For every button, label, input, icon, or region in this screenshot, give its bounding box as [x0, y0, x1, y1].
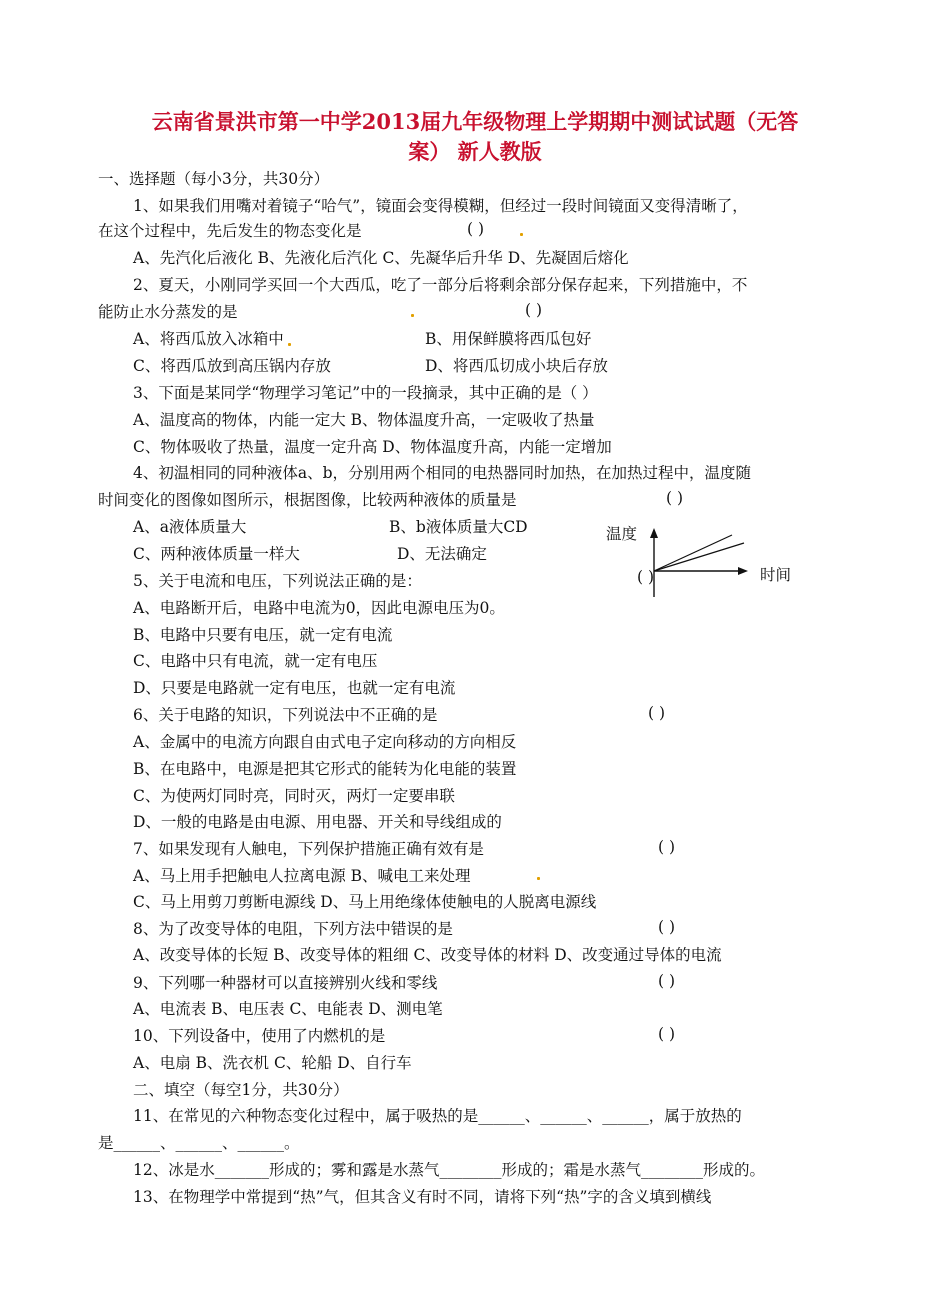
answer-paren: ( )	[666, 489, 684, 507]
speck	[537, 877, 540, 880]
question-8-text: 8、为了改变导体的电阻，下列方法中错误的是	[133, 920, 453, 938]
answer-paren: ( )	[658, 1025, 676, 1043]
question-5-option-c: C、电路中只有电流，就一定有电压	[133, 652, 378, 670]
document-title-line2: 案） 新人教版	[408, 139, 542, 164]
question-5-option-a: A、电路断开后，电路中电流为0，因此电源电压为0。	[133, 599, 505, 617]
speck	[520, 233, 523, 236]
answer-paren: ( )	[658, 972, 676, 990]
graph-x-arrow-icon	[738, 567, 748, 575]
question-13-text: 13、在物理学中常提到“热”气，但其含义有时不同，请将下列“热”字的含义填到横线	[133, 1188, 712, 1206]
graph-y-arrow-icon	[650, 528, 658, 538]
question-4-option-c: C、两种液体质量一样大	[133, 545, 300, 563]
question-2-option-c: C、将西瓜放到高压锅内存放	[133, 357, 331, 375]
question-6-option-b: B、在电路中，电源是把其它形式的能转为化电能的装置	[133, 760, 517, 778]
question-8-options: A、改变导体的长短 B、改变导体的粗细 C、改变导体的材料 D、改变通过导体的电流	[133, 946, 722, 964]
question-12-text: 12、冰是水_______形成的；雾和露是水蒸气________形成的；霜是水蒸气________形成的。	[133, 1161, 765, 1179]
section-heading-choice: 一、选择题（每小3分，共30分）	[98, 170, 330, 188]
question-5-option-b: B、电路中只要有电压，就一定有电流	[133, 626, 393, 644]
speck	[411, 314, 414, 317]
answer-paren: ( )	[648, 704, 666, 722]
question-4-option-b: B、b液体质量大CD	[389, 518, 528, 536]
question-2-option-b: B、用保鲜膜将西瓜包好	[425, 330, 592, 348]
question-6-option-a: A、金属中的电流方向跟自由式电子定向移动的方向相反	[133, 733, 517, 751]
answer-paren: ( )	[637, 568, 655, 586]
question-3-options-row1: A、温度高的物体，内能一定大 B、物体温度升高，一定吸收了热量	[133, 411, 595, 429]
document-title-line1: 云南省景洪市第一中学2013届九年级物理上学期期中测试试题（无答	[151, 109, 799, 134]
question-4-text: 4、初温相同的同种液体a、b，分别用两个相同的电热器同时加热，在加热过程中，温度随	[133, 464, 752, 482]
question-7-text: 7、如果发现有人触电，下列保护措施正确有效有是	[133, 840, 484, 858]
graph-y-label: 温度	[606, 525, 638, 543]
question-2-option-d: D、将西瓜切成小块后存放	[425, 357, 608, 375]
question-10-options: A、电扇 B、洗衣机 C、轮船 D、自行车	[133, 1054, 412, 1072]
question-9-options: A、电流表 B、电压表 C、电能表 D、测电笔	[133, 1000, 443, 1018]
question-4-text-cont: 时间变化的图像如图所示，根据图像，比较两种液体的质量是	[98, 491, 517, 509]
temperature-time-graph	[640, 525, 755, 600]
question-6-option-c: C、为使两灯同时亮，同时灭，两灯一定要串联	[133, 787, 455, 805]
graph-line-a	[654, 535, 732, 571]
graph-line-b	[654, 543, 744, 571]
question-3-options-row2: C、物体吸收了热量，温度一定升高 D、物体温度升高，内能一定增加	[133, 438, 612, 456]
question-5-text: 5、关于电流和电压，下列说法正确的是：	[133, 572, 422, 590]
section-heading-fill: 二、填空（每空1分，共30分）	[133, 1081, 349, 1099]
answer-paren: ( )	[658, 838, 676, 856]
question-11-text: 11、在常见的六种物态变化过程中，属于吸热的是______、______、______，属于放热的	[133, 1107, 742, 1125]
question-11-text-cont: 是______、______、______。	[98, 1134, 300, 1152]
question-7-options-row1: A、马上用手把触电人拉离电源 B、喊电工来处理	[133, 867, 471, 885]
answer-paren: ( )	[467, 220, 485, 238]
answer-paren: ( )	[658, 918, 676, 936]
speck	[288, 343, 291, 346]
graph-x-label: 时间	[760, 566, 792, 584]
question-9-text: 9、下列哪一种器材可以直接辨别火线和零线	[133, 974, 438, 992]
question-1-text-cont: 在这个过程中，先后发生的物态变化是	[98, 222, 362, 240]
question-2-text-cont: 能防止水分蒸发的是	[98, 303, 238, 321]
question-10-text: 10、下列设备中，使用了内燃机的是	[133, 1027, 386, 1045]
question-4-option-a: A、a液体质量大	[133, 518, 247, 536]
question-4-option-d: D、无法确定	[397, 545, 487, 563]
question-1-text: 1、如果我们用嘴对着镜子“哈气”，镜面会变得模糊，但经过一段时间镜面又变得清晰了，	[133, 197, 748, 215]
answer-paren: ( )	[525, 301, 543, 319]
question-5-option-d: D、只要是电路就一定有电压，也就一定有电流	[133, 679, 456, 697]
question-2-text: 2、夏天，小刚同学买回一个大西瓜，吃了一部分后将剩余部分保存起来，下列措施中，不	[133, 276, 748, 294]
question-2-option-a: A、将西瓜放入冰箱中	[133, 330, 284, 348]
question-6-text: 6、关于电路的知识，下列说法中不正确的是	[133, 706, 438, 724]
question-6-option-d: D、一般的电路是由电源、用电器、开关和导线组成的	[133, 813, 502, 831]
question-3-text: 3、下面是某同学“物理学习笔记”中的一段摘录，其中正确的是（ ）	[133, 384, 598, 402]
question-7-options-row2: C、马上用剪刀剪断电源线 D、马上用绝缘体使触电的人脱离电源线	[133, 893, 597, 911]
question-1-options: A、先汽化后液化 B、先液化后汽化 C、先凝华后升华 D、先凝固后熔化	[133, 249, 629, 267]
